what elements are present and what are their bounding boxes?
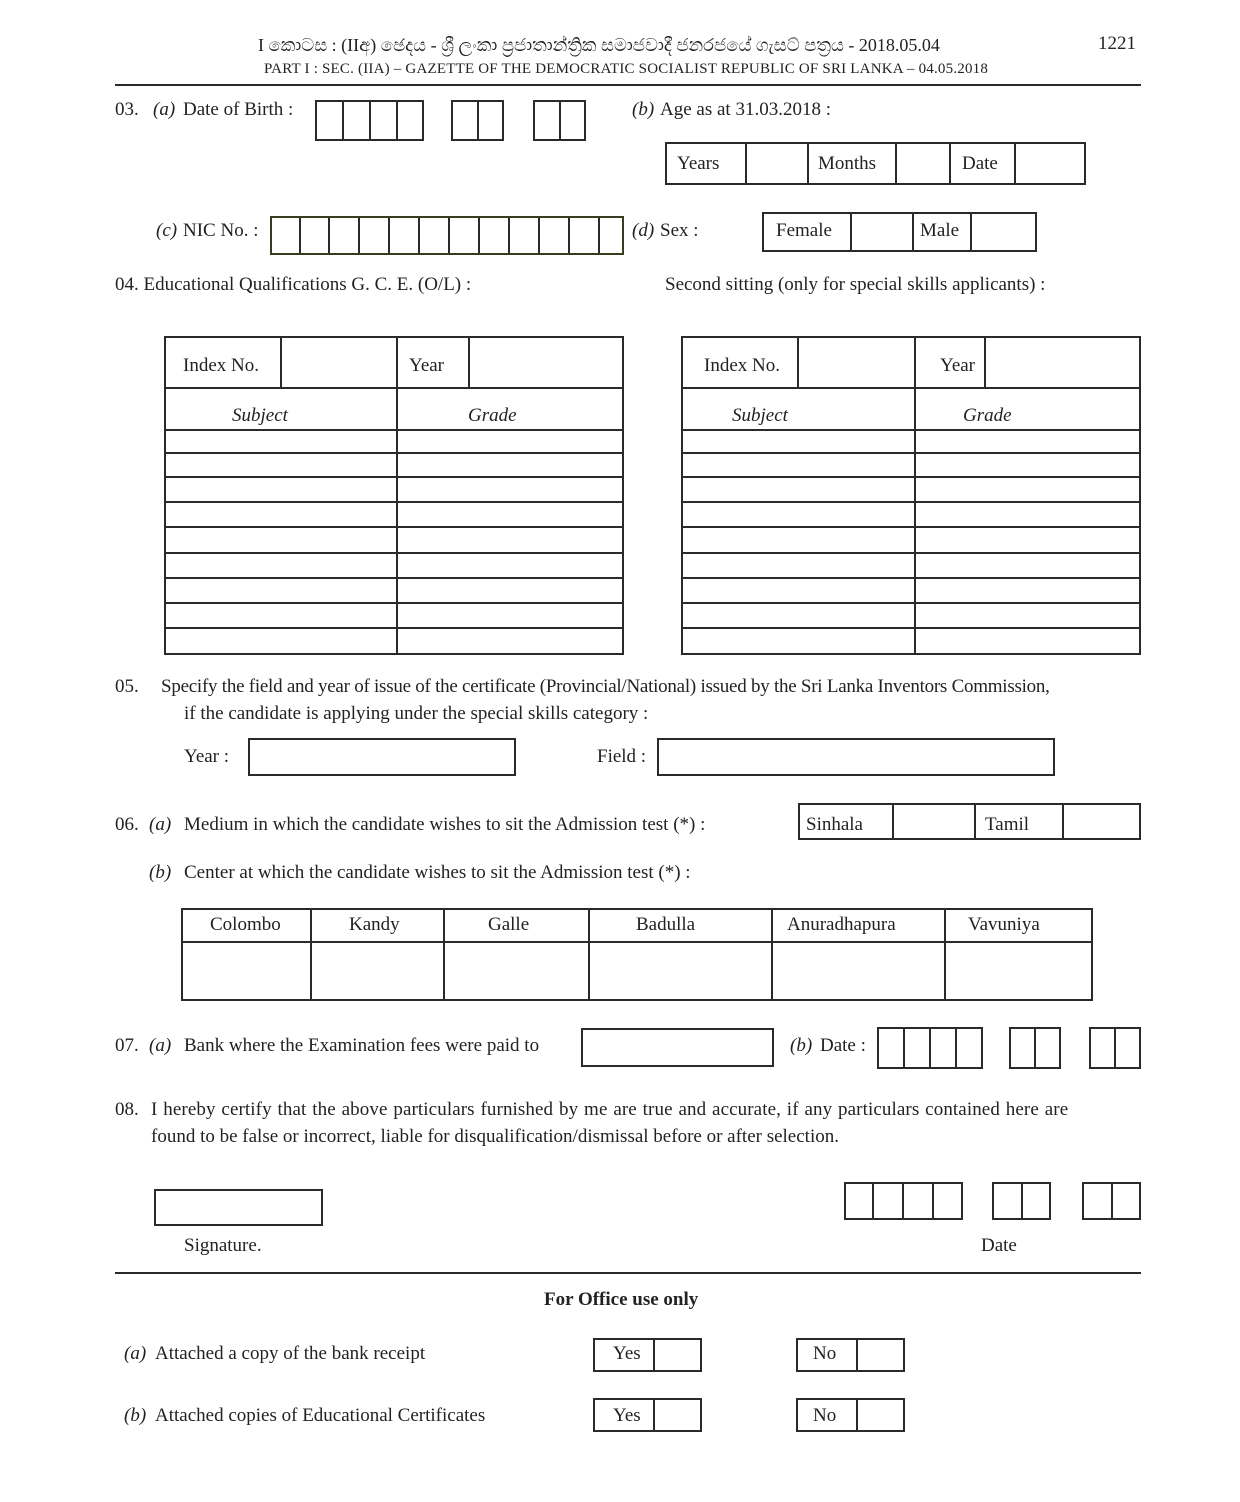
header-rule xyxy=(115,84,1141,86)
office-b-yes-label: Yes xyxy=(613,1405,641,1426)
ol2-index-label: Index No. xyxy=(704,355,780,376)
office-a-no-checkbox[interactable] xyxy=(856,1340,903,1370)
age-date-label: Date xyxy=(962,153,998,174)
nic-number-boxes[interactable] xyxy=(270,216,624,255)
office-b-marker: (b) xyxy=(124,1405,147,1426)
ol1-index-input[interactable] xyxy=(280,338,392,385)
age-months-input[interactable] xyxy=(895,144,947,183)
sex-female-checkbox[interactable] xyxy=(850,214,910,250)
ol2-grade-header: Grade xyxy=(963,405,1012,426)
ol1-year-label: Year xyxy=(409,355,445,376)
office-a-yes-checkbox[interactable] xyxy=(653,1340,700,1370)
ol2-index-input[interactable] xyxy=(797,338,909,385)
center-kandy-label: Kandy xyxy=(349,914,400,935)
q03-sex-marker: (d) xyxy=(632,220,655,241)
medium-tamil-label: Tamil xyxy=(985,814,1030,835)
office-a-label: Attached a copy of the bank receipt xyxy=(155,1343,426,1364)
sex-female-label: Female xyxy=(776,220,832,241)
age-date-input[interactable] xyxy=(1014,144,1084,183)
signature-label: Signature. xyxy=(184,1235,262,1256)
fee-date-day-boxes[interactable] xyxy=(1089,1027,1141,1069)
office-b-label: Attached copies of Educational Certificates xyxy=(155,1405,486,1426)
age-months-label: Months xyxy=(818,153,877,174)
q03-dob-marker: (a) xyxy=(153,99,176,120)
center-colombo-label: Colombo xyxy=(210,914,281,935)
age-years-label: Years xyxy=(677,153,720,174)
office-section-rule xyxy=(115,1272,1141,1274)
office-a-yes-label: Yes xyxy=(613,1343,641,1364)
sign-date-day-boxes[interactable] xyxy=(1082,1182,1141,1220)
ol2-year-input[interactable] xyxy=(984,338,1138,385)
q05-number: 05. xyxy=(115,676,139,697)
q08-line2: found to be false or incorrect, liable for disqualification/dismissal before or after selection. xyxy=(151,1126,839,1147)
q07-a-label: Bank where the Examination fees were paid to xyxy=(184,1035,540,1056)
office-a-marker: (a) xyxy=(124,1343,147,1364)
q08-number: 08. xyxy=(115,1099,139,1120)
center-badulla-checkbox[interactable] xyxy=(589,942,769,999)
dob-month-boxes[interactable] xyxy=(451,100,504,141)
center-galle-checkbox[interactable] xyxy=(444,942,586,999)
q07-b-marker: (b) xyxy=(790,1035,813,1056)
q06-b-marker: (b) xyxy=(149,862,172,883)
age-years-input[interactable] xyxy=(745,144,805,183)
ol1-subject-header: Subject xyxy=(232,405,288,426)
bank-name-input[interactable] xyxy=(581,1028,774,1067)
office-b-no-label: No xyxy=(813,1405,837,1426)
q06-a-label: Medium in which the candidate wishes to sit the Admission test (*) : xyxy=(184,814,706,835)
office-title: For Office use only xyxy=(544,1289,699,1310)
page-number: 1221 xyxy=(1098,33,1136,54)
q07-b-label: Date : xyxy=(820,1035,866,1056)
q03-sex-label: Sex : xyxy=(660,220,699,241)
signature-input[interactable] xyxy=(154,1189,323,1226)
q06-prefix: 06. xyxy=(115,814,139,835)
sex-male-label: Male xyxy=(920,220,960,241)
fee-date-month-boxes[interactable] xyxy=(1009,1027,1061,1069)
sign-date-year-boxes[interactable] xyxy=(844,1182,963,1220)
dob-day-boxes[interactable] xyxy=(533,100,586,141)
q07-prefix: 07. xyxy=(115,1035,139,1056)
medium-tamil-checkbox[interactable] xyxy=(1062,805,1139,838)
q04-second-label: Second sitting (only for special skills applicants) : xyxy=(665,274,1046,295)
center-kandy-checkbox[interactable] xyxy=(311,942,441,999)
q03-dob-label: Date of Birth : xyxy=(183,99,294,120)
q03-age-label: Age as at 31.03.2018 : xyxy=(660,99,831,120)
certificate-field-input[interactable] xyxy=(657,738,1055,776)
center-anuradhapura-checkbox[interactable] xyxy=(772,942,942,999)
center-galle-label: Galle xyxy=(488,914,530,935)
office-b-yes-checkbox[interactable] xyxy=(653,1400,700,1430)
sign-date-month-boxes[interactable] xyxy=(992,1182,1051,1220)
q03-nic-label: NIC No. : xyxy=(183,220,259,241)
q08-line1: I hereby certify that the above particulars furnished by me are true and accurate, if any particulars contained here are xyxy=(151,1099,1069,1120)
sign-date-label: Date xyxy=(981,1235,1017,1256)
q05-text-line1: Specify the field and year of issue of the certificate (Provincial/National) issued by the Sri Lanka Inventors Commission, xyxy=(161,676,1050,697)
fee-date-year-boxes[interactable] xyxy=(877,1027,983,1069)
dob-year-boxes[interactable] xyxy=(315,100,424,141)
office-a-no-label: No xyxy=(813,1343,837,1364)
ol2-subject-header: Subject xyxy=(732,405,788,426)
q03-age-marker: (b) xyxy=(632,99,655,120)
q03-nic-marker: (c) xyxy=(156,220,178,241)
q04-label: 04. Educational Qualifications G. C. E. (O/L) : xyxy=(115,274,472,295)
q05-text-line2: if the candidate is applying under the special skills category : xyxy=(184,703,649,724)
q07-a-marker: (a) xyxy=(149,1035,172,1056)
q05-field-label: Field : xyxy=(597,746,647,767)
center-vavuniya-label: Vavuniya xyxy=(968,914,1040,935)
q06-a-marker: (a) xyxy=(149,814,172,835)
header-sinhala-line: I කොටස : (IIඅ) ඡෙදය - ශ්‍රී ලංකා ප්‍රජාතාන්ත්‍රික සමාජවාදී ජනරජයේ ගැසට් පත්‍රය - 2018.05.04 xyxy=(258,35,940,55)
ol1-year-input[interactable] xyxy=(468,338,622,385)
medium-sinhala-checkbox[interactable] xyxy=(892,805,972,838)
center-vavuniya-checkbox[interactable] xyxy=(945,942,1091,999)
center-badulla-label: Badulla xyxy=(636,914,696,935)
q03-number: 03. xyxy=(115,99,139,120)
center-colombo-checkbox[interactable] xyxy=(183,942,308,999)
office-b-no-checkbox[interactable] xyxy=(856,1400,903,1430)
header-english-line: PART I : SEC. (IIA) – GAZETTE OF THE DEMOCRATIC SOCIALIST REPUBLIC OF SRI LANKA – 04.05.2018 xyxy=(264,61,989,77)
certificate-year-input[interactable] xyxy=(248,738,516,776)
ol2-year-label: Year xyxy=(940,355,976,376)
q05-year-label: Year : xyxy=(184,746,230,767)
q06-b-label: Center at which the candidate wishes to sit the Admission test (*) : xyxy=(184,862,691,883)
sex-male-checkbox[interactable] xyxy=(970,214,1035,250)
ol1-index-label: Index No. xyxy=(183,355,259,376)
center-anuradhapura-label: Anuradhapura xyxy=(787,914,896,935)
ol1-grade-header: Grade xyxy=(468,405,517,426)
medium-sinhala-label: Sinhala xyxy=(806,814,863,835)
